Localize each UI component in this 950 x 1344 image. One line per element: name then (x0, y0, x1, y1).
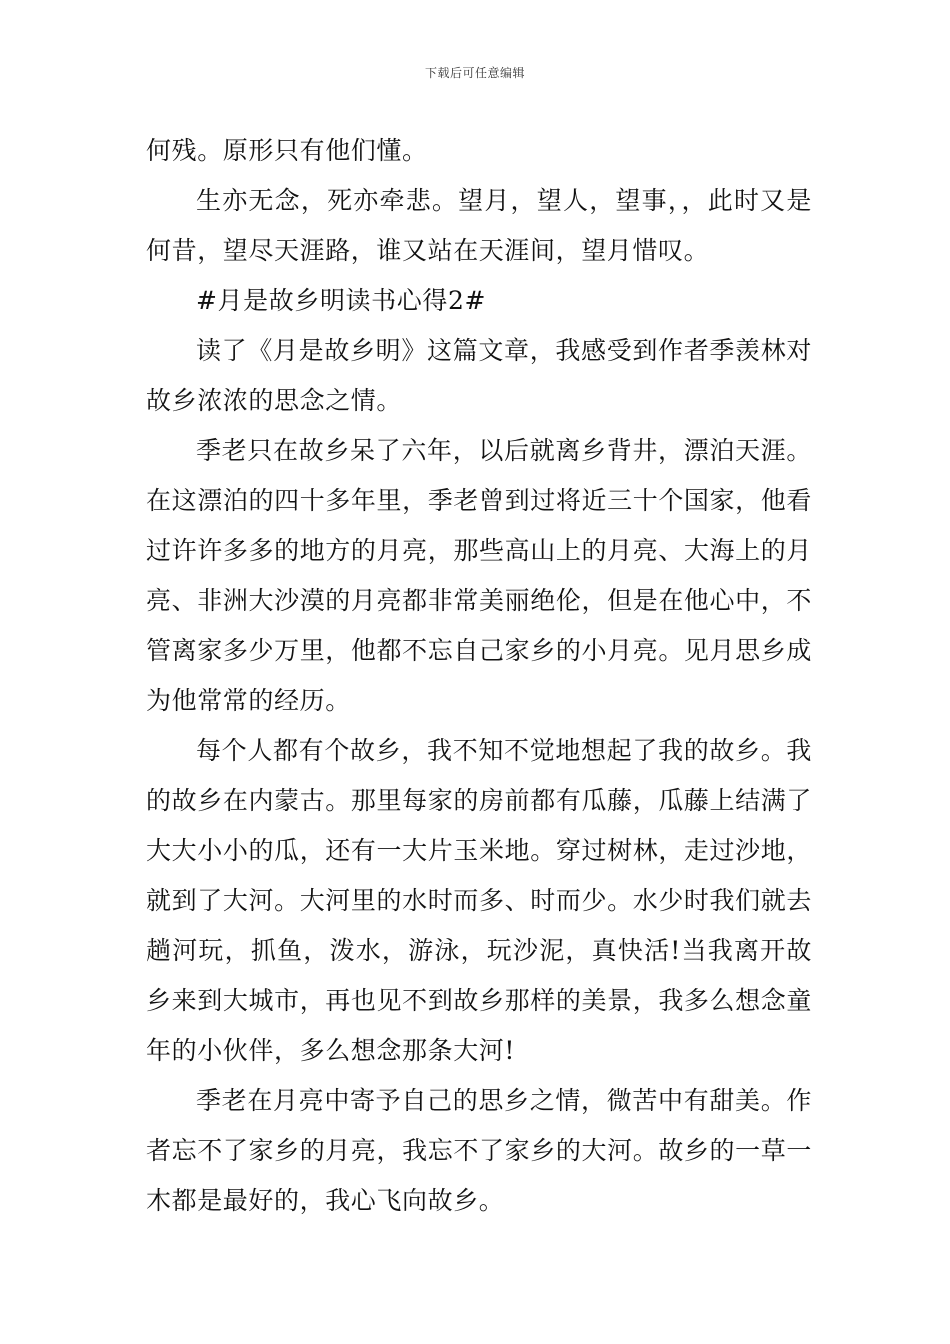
paragraph: 读了《月是故乡明》这篇文章，我感受到作者季羡林对故乡浓浓的思念之情。 (146, 336, 812, 415)
section-heading: #月是故乡明读书心得2# (196, 286, 487, 315)
paragraph: 何残。原形只有他们懂。 (146, 136, 428, 165)
paragraph: 季老在月亮中寄予自己的思乡之情，微苦中有甜美。作者忘不了家乡的月亮，我忘不了家乡的大河。故乡的一草一木都是最好的，我心飞向故乡。 (146, 1086, 812, 1215)
document-body (146, 126, 812, 1226)
paragraph: 季老只在故乡呆了六年，以后就离乡背井，漂泊天涯。在这漂泊的四十多年里，季老曾到过将近三十个国家，他看过许许多多的地方的月亮，那些高山上的月亮、大海上的月亮、非洲大沙漠的月亮都非常美丽绝伦，但是在他心中，不管离家多少万里，他都不忘自己家乡的小月亮。见月思乡成为他常常的经历。 (146, 436, 812, 715)
paragraph: 每个人都有个故乡，我不知不觉地想起了我的故乡。我的故乡在内蒙古。那里每家的房前都有瓜藤，瓜藤上结满了大大小小的瓜，还有一大片玉米地。穿过树林，走过沙地，就到了大河。大河里的水时而多、时而少。水少时我们就去趟河玩，抓鱼，泼水，游泳，玩沙泥，真快活!当我离开故乡来到大城市，再也见不到故乡那样的美景，我多么想念童年的小伙伴，多么想念那条大河! (146, 736, 812, 1065)
page-header: 下载后可任意编辑 (424, 66, 525, 80)
paragraph: 生亦无念，死亦牵悲。望月，望人，望事，，此时又是何昔，望尽天涯路，谁又站在天涯间，望月惜叹。 (146, 186, 812, 265)
